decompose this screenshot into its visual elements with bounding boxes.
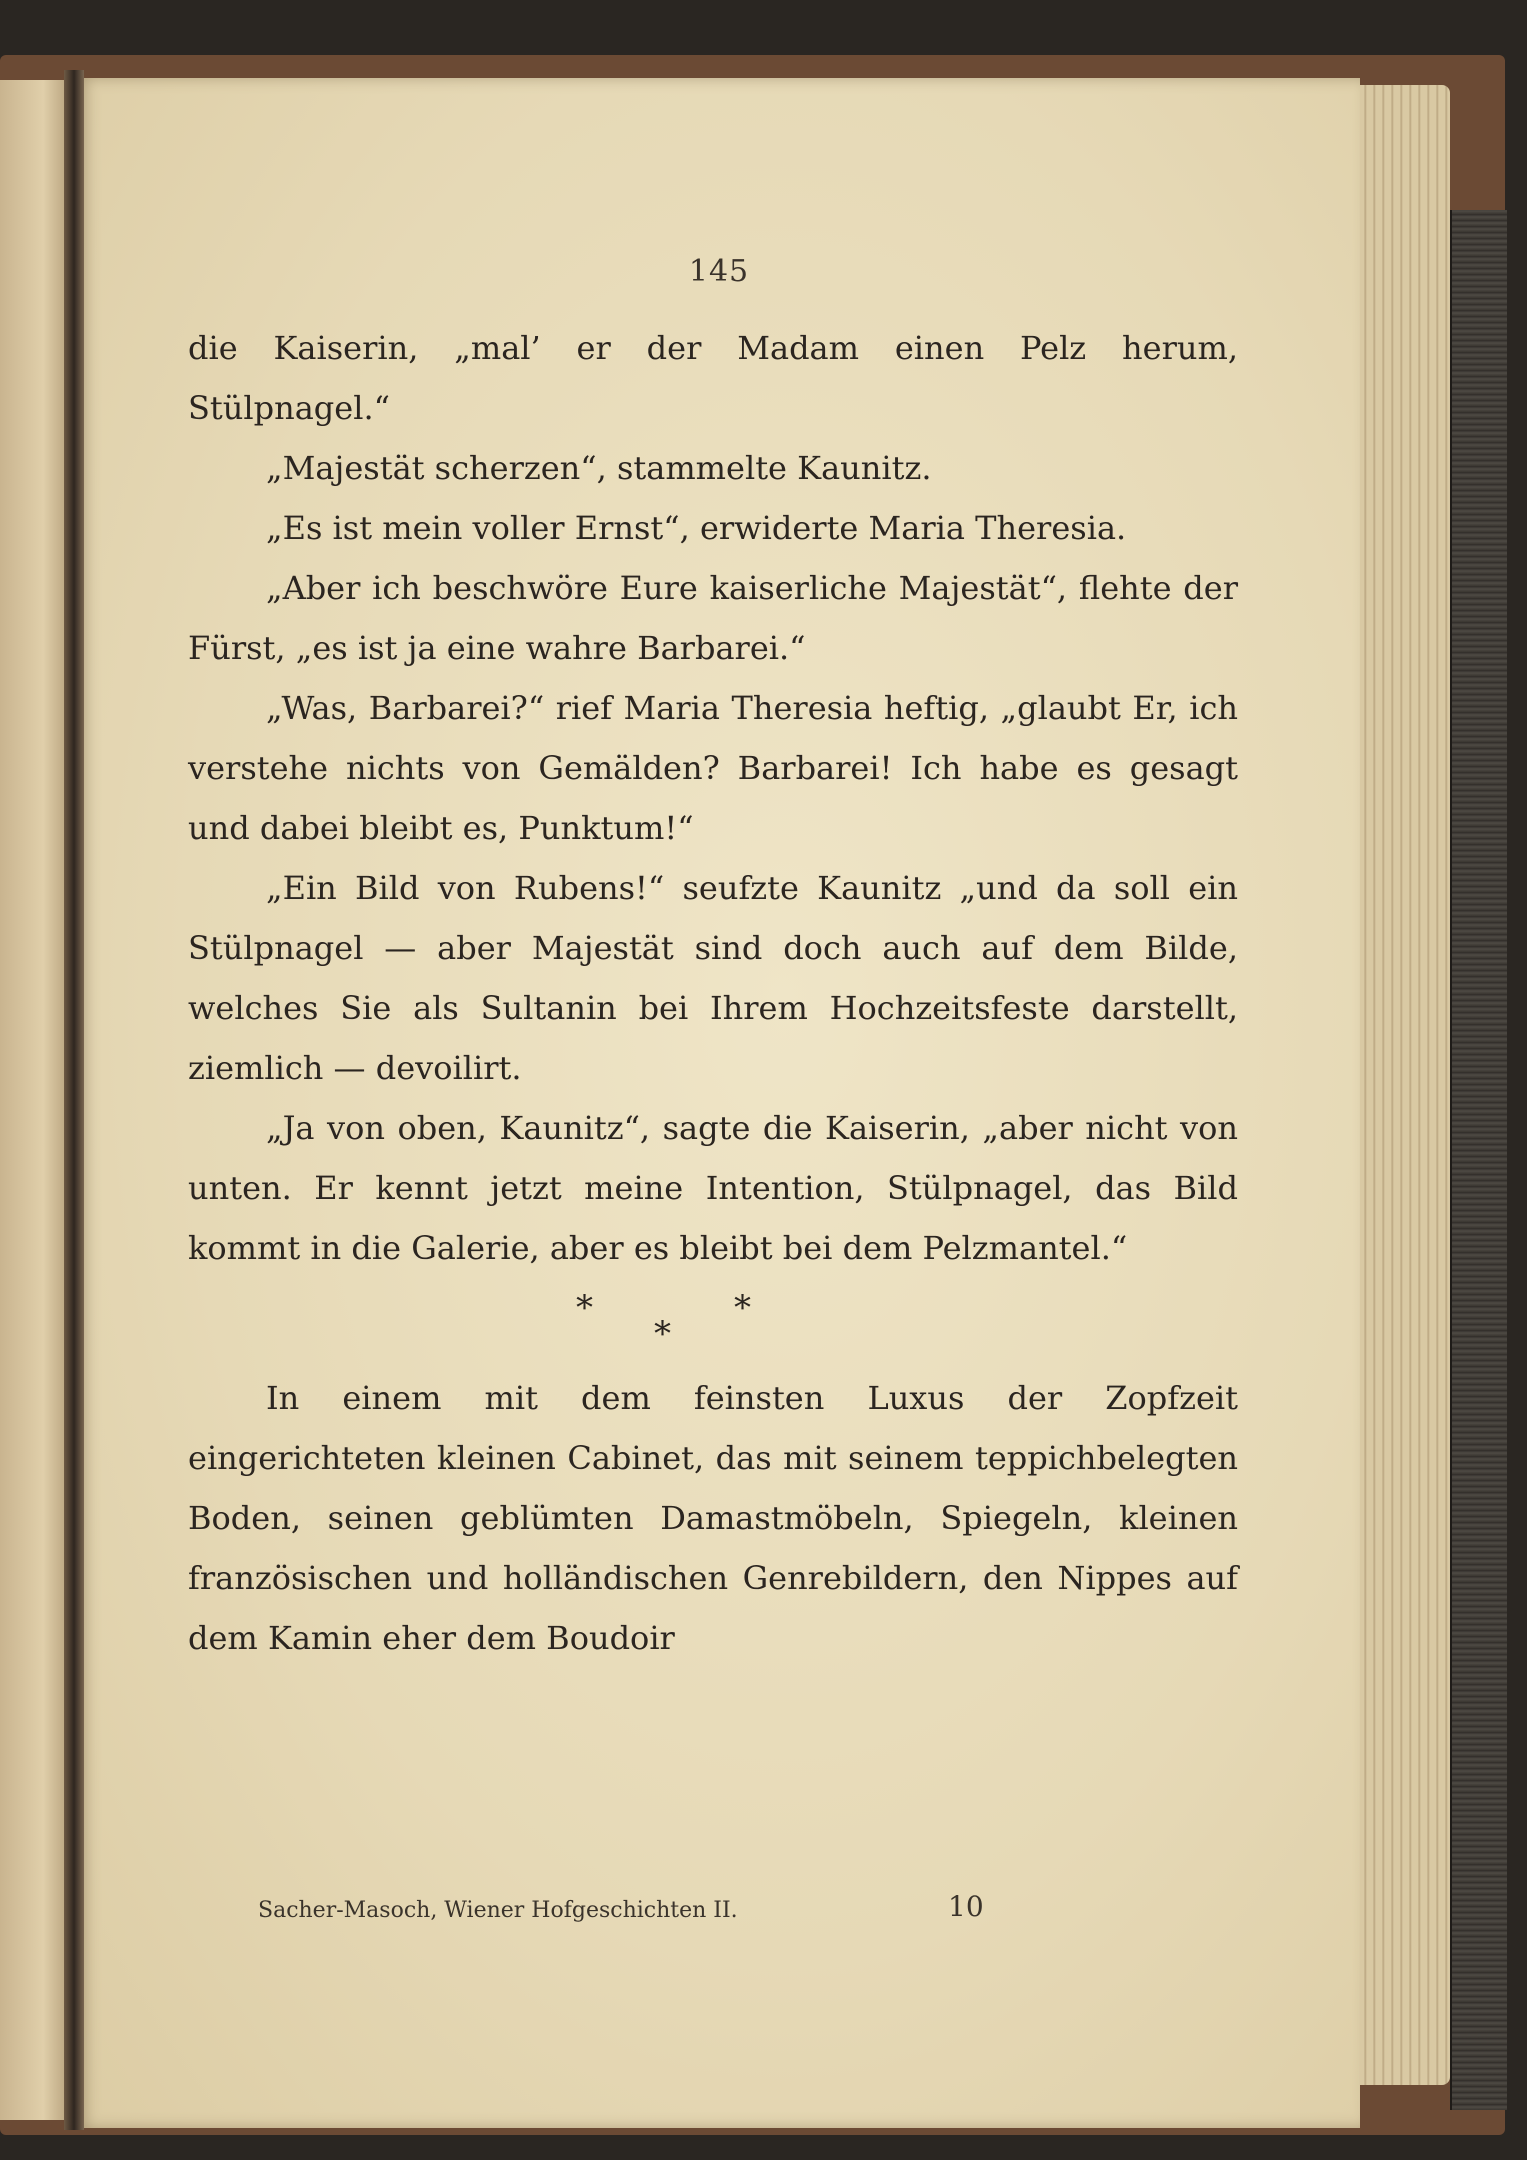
paragraph: „Aber ich beschwöre Eure kaiserliche Majestät“, flehte der Fürst, „es ist ja eine wahre Barbarei.“ [188, 569, 1238, 667]
asterisk: * [576, 1288, 593, 1328]
left-page-edge [0, 80, 72, 2120]
footer-signature: Sacher-Masoch, Wiener Hofgeschichten II. [258, 1898, 738, 1923]
paragraph: „Majestät scherzen“, stammelte Kaunitz. [266, 449, 932, 487]
book-gutter [64, 70, 84, 2130]
section-separator [188, 1278, 1238, 1368]
paragraph: „Was, Barbarei?“ rief Maria Theresia heftig, „glaubt Er, ich verstehe nichts von Gemälden? Barbarei! Ich habe es gesagt und dabei bleibt es, Punktum!“ [188, 689, 1238, 847]
paragraph: „Ein Bild von Rubens!“ seufzte Kaunitz „und da soll ein Stülpnagel — aber Majestät sind doch auch auf dem Bilde, welches Sie als Sultanin bei Ihrem Hochzeitsfeste darstellt, ziemlich — devoilirt. [188, 869, 1238, 1087]
body-text [188, 318, 1238, 1668]
page-number: 145 [688, 254, 750, 289]
paragraph: In einem mit dem feinsten Luxus der Zopfzeit eingerichteten kleinen Cabinet, das mit seinem teppichbelegten Boden, seinen geblümten Damastmöbeln, Spiegeln, kleinen französischen und holländischen Genrebildern, den Nippes auf dem Kamin eher dem Boudoir [188, 1379, 1238, 1657]
book-page [78, 78, 1360, 2128]
sheet-number: 10 [948, 1890, 984, 1923]
book-cover-edge [1450, 210, 1507, 2110]
asterisk: * [734, 1288, 751, 1328]
asterisk: * [654, 1314, 671, 1354]
paragraph: die Kaiserin, „mal’ er der Madam einen Pelz herum, Stülpnagel.“ [188, 329, 1238, 427]
paragraph: „Ja von oben, Kaunitz“, sagte die Kaiserin, „aber nicht von unten. Er kennt jetzt meine Intention, Stülpnagel, das Bild kommt in die Galerie, aber es bleibt bei dem Pelzmantel.“ [188, 1109, 1238, 1267]
paragraph: „Es ist mein voller Ernst“, erwiderte Maria Theresia. [266, 509, 1127, 547]
